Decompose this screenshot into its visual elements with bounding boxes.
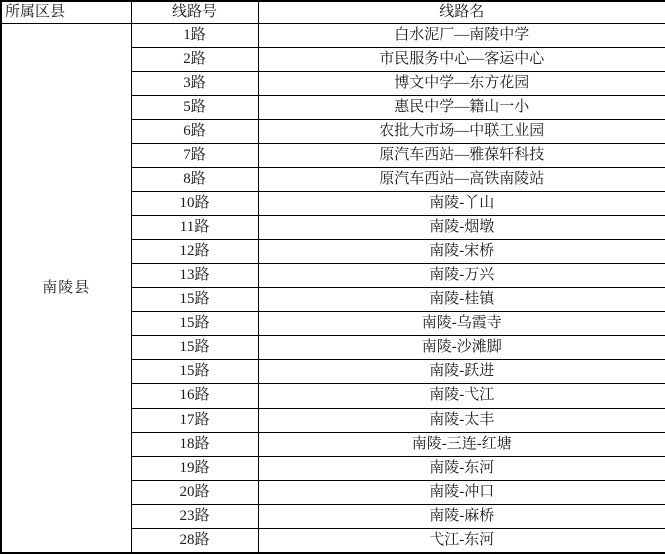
route-number-cell: 16路 bbox=[131, 384, 258, 408]
table-row bbox=[1, 24, 665, 48]
route-name-cell: 南陵-桂镇 bbox=[258, 288, 665, 312]
route-name-cell: 南陵-三连-红塘 bbox=[258, 432, 665, 456]
route-name-cell: 博文中学—东方花园 bbox=[258, 72, 665, 96]
route-name-cell: 原汽车西站—高铁南陵站 bbox=[258, 168, 665, 192]
route-name-cell: 南陵-宋桥 bbox=[258, 240, 665, 264]
route-number-cell: 17路 bbox=[131, 408, 258, 432]
route-name-cell: 南陵-乌霞寺 bbox=[258, 312, 665, 336]
table-body bbox=[1, 24, 665, 554]
district-cell: 南陵县 bbox=[1, 24, 131, 554]
route-number-cell: 12路 bbox=[131, 240, 258, 264]
route-number-cell: 15路 bbox=[131, 336, 258, 360]
header-row bbox=[1, 1, 665, 24]
route-number-cell: 10路 bbox=[131, 192, 258, 216]
column-header-route-number: 线路号 bbox=[131, 1, 258, 24]
route-name-cell: 弋江-东河 bbox=[258, 528, 665, 553]
route-name-cell: 南陵-东河 bbox=[258, 456, 665, 480]
route-number-cell: 13路 bbox=[131, 264, 258, 288]
route-name-cell: 南陵-麻桥 bbox=[258, 504, 665, 528]
route-number-cell: 23路 bbox=[131, 504, 258, 528]
column-header-district: 所属区县 bbox=[1, 1, 131, 24]
route-name-cell: 南陵-冲口 bbox=[258, 480, 665, 504]
route-number-cell: 5路 bbox=[131, 96, 258, 120]
route-number-cell: 1路 bbox=[131, 24, 258, 48]
route-number-cell: 3路 bbox=[131, 72, 258, 96]
route-name-cell: 南陵-沙滩脚 bbox=[258, 336, 665, 360]
route-number-cell: 19路 bbox=[131, 456, 258, 480]
route-name-cell: 惠民中学—籍山一小 bbox=[258, 96, 665, 120]
route-number-cell: 7路 bbox=[131, 144, 258, 168]
route-name-cell: 白水泥厂—南陵中学 bbox=[258, 24, 665, 48]
route-name-cell: 原汽车西站—雅葆轩科技 bbox=[258, 144, 665, 168]
route-number-cell: 20路 bbox=[131, 480, 258, 504]
column-header-route-name: 线路名 bbox=[258, 1, 665, 24]
route-number-cell: 11路 bbox=[131, 216, 258, 240]
route-number-cell: 15路 bbox=[131, 312, 258, 336]
route-number-cell: 8路 bbox=[131, 168, 258, 192]
route-name-cell: 南陵-弋江 bbox=[258, 384, 665, 408]
route-number-cell: 2路 bbox=[131, 48, 258, 72]
route-name-cell: 南陵-太丰 bbox=[258, 408, 665, 432]
route-name-cell: 南陵-万兴 bbox=[258, 264, 665, 288]
route-number-cell: 18路 bbox=[131, 432, 258, 456]
route-number-cell: 15路 bbox=[131, 360, 258, 384]
route-name-cell: 农批大市场—中联工业园 bbox=[258, 120, 665, 144]
route-number-cell: 6路 bbox=[131, 120, 258, 144]
route-number-cell: 15路 bbox=[131, 288, 258, 312]
route-name-cell: 市民服务中心—客运中心 bbox=[258, 48, 665, 72]
route-name-cell: 南陵-跃进 bbox=[258, 360, 665, 384]
route-number-cell: 28路 bbox=[131, 528, 258, 553]
route-name-cell: 南陵-烟墩 bbox=[258, 216, 665, 240]
route-name-cell: 南陵-丫山 bbox=[258, 192, 665, 216]
